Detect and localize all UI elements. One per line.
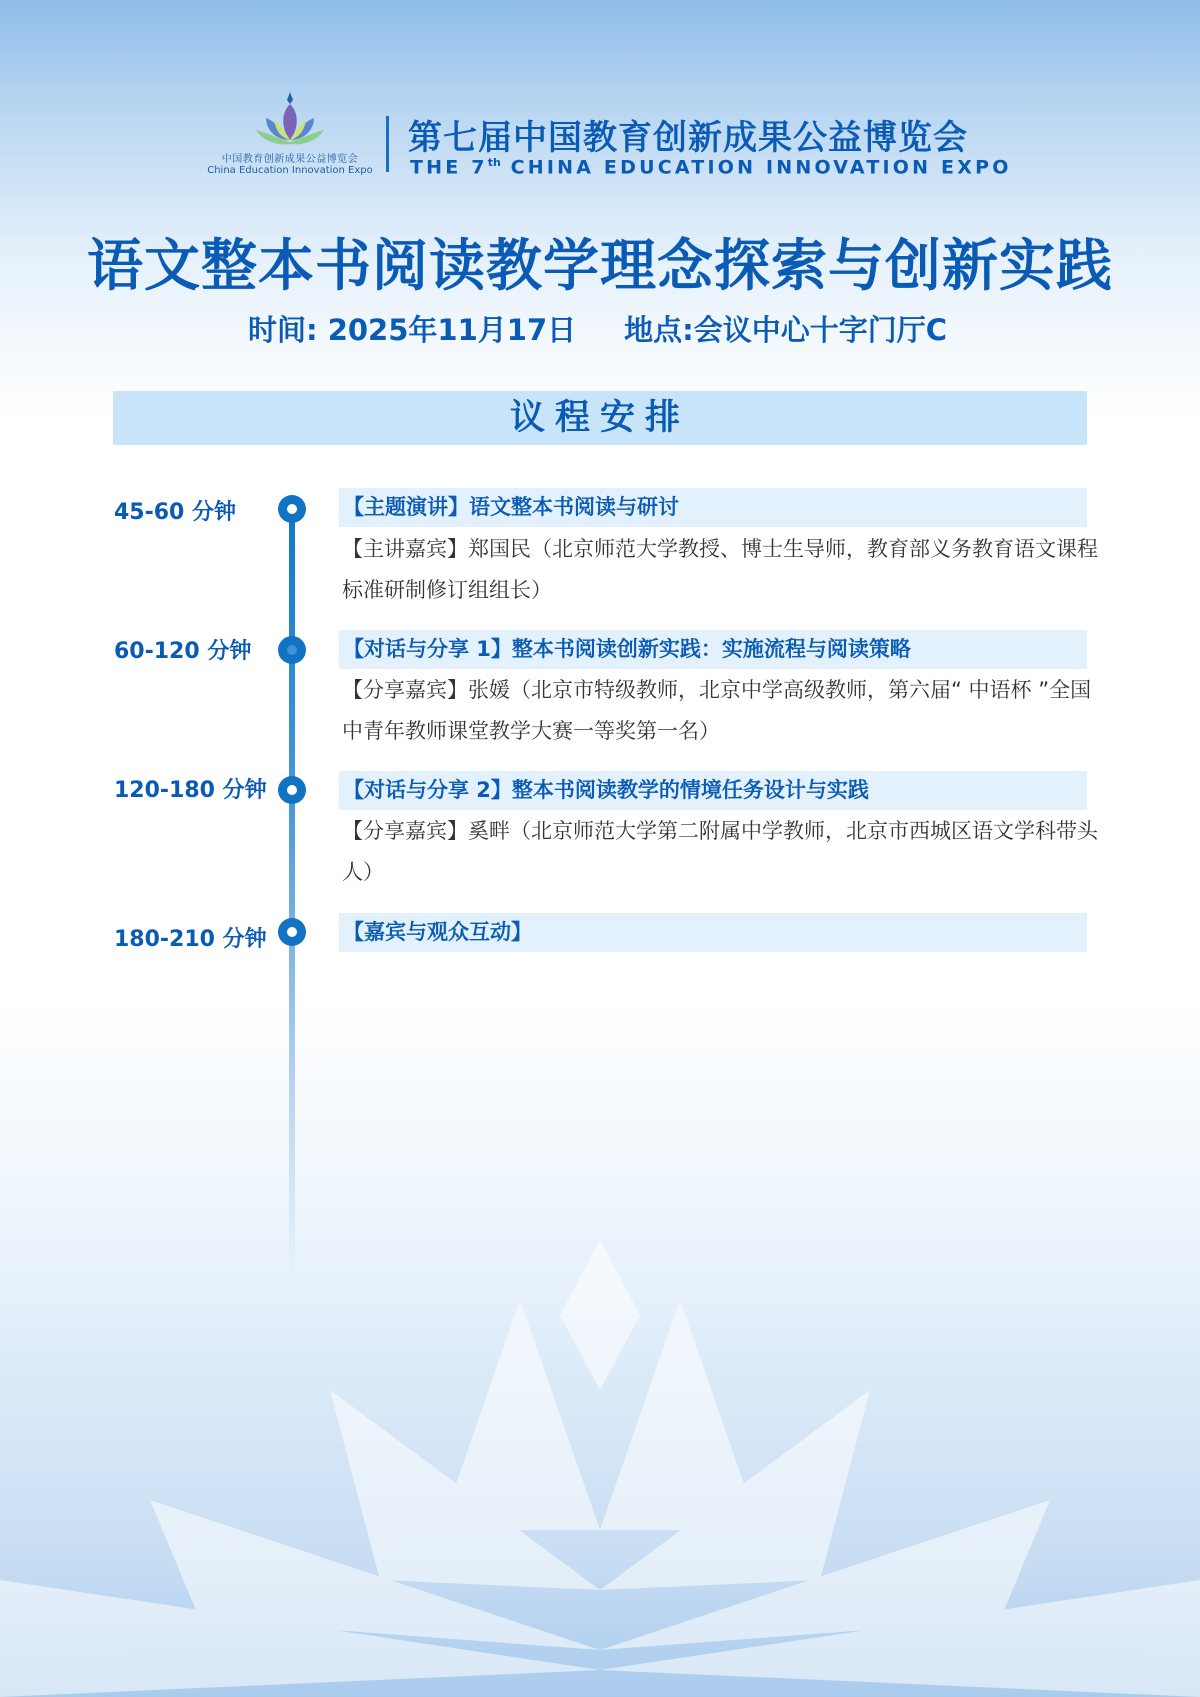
agenda-item-time: 60-120 分钟 xyxy=(114,639,252,664)
background-lotus-decoration xyxy=(0,1150,1200,1697)
event-title: 语文整本书阅读教学理念探索与创新实践 xyxy=(87,234,1113,299)
expo-logo xyxy=(205,90,375,175)
event-time: 时间: 2025年11月17日 xyxy=(248,313,577,347)
timeline-dot-icon xyxy=(278,776,306,804)
header-divider xyxy=(386,116,389,172)
agenda-item-time: 45-60 分钟 xyxy=(114,500,237,525)
agenda-item-time: 180-210 分钟 xyxy=(114,927,267,952)
agenda-item-title: 【对话与分享 2】整本书阅读教学的情境任务设计与实践 xyxy=(339,771,1087,810)
agenda-item-time: 120-180 分钟 xyxy=(114,778,267,803)
event-location: 地点:会议中心十字门厅C xyxy=(624,313,948,347)
logo-text-cn: 中国教育创新成果公益博览会 xyxy=(221,154,359,165)
agenda-item-desc: 【分享嘉宾】张媛（北京市特级教师，北京中学高级教师，第六届“ 中语杯 ”全国中青年教师课堂教学大赛一等奖第一名） xyxy=(342,678,1092,743)
expo-title-cn: 第七届中国教育创新成果公益博览会 xyxy=(408,118,968,158)
logo-text-en: China Education Innovation Expo xyxy=(207,165,373,176)
agenda-item-title: 【主题演讲】语文整本书阅读与研讨 xyxy=(339,488,1087,527)
lotus-logo-icon xyxy=(252,90,328,148)
event-meta xyxy=(248,308,947,349)
agenda-item-desc: 【分享嘉宾】奚畔（北京师范大学第二附属中学教师，北京市西城区语文学科带头人） xyxy=(342,819,1098,884)
timeline-dot-icon xyxy=(278,636,306,664)
agenda-item-desc: 【主讲嘉宾】郑国民（北京师范大学教授、博士生导师，教育部义务教育语文课程标准研制修订组组长） xyxy=(342,537,1098,602)
timeline-dot-icon xyxy=(278,918,306,946)
agenda-item-title: 【嘉宾与观众互动】 xyxy=(339,913,1087,952)
timeline-line xyxy=(289,508,295,1278)
agenda-heading: 议程安排 xyxy=(113,391,1087,445)
expo-header xyxy=(0,0,1200,200)
agenda-item-title: 【对话与分享 1】整本书阅读创新实践：实施流程与阅读策略 xyxy=(339,630,1087,669)
timeline-dot-icon xyxy=(278,495,306,523)
expo-title-en: THE 7th CHINA EDUCATION INNOVATION EXPO xyxy=(410,156,1012,179)
